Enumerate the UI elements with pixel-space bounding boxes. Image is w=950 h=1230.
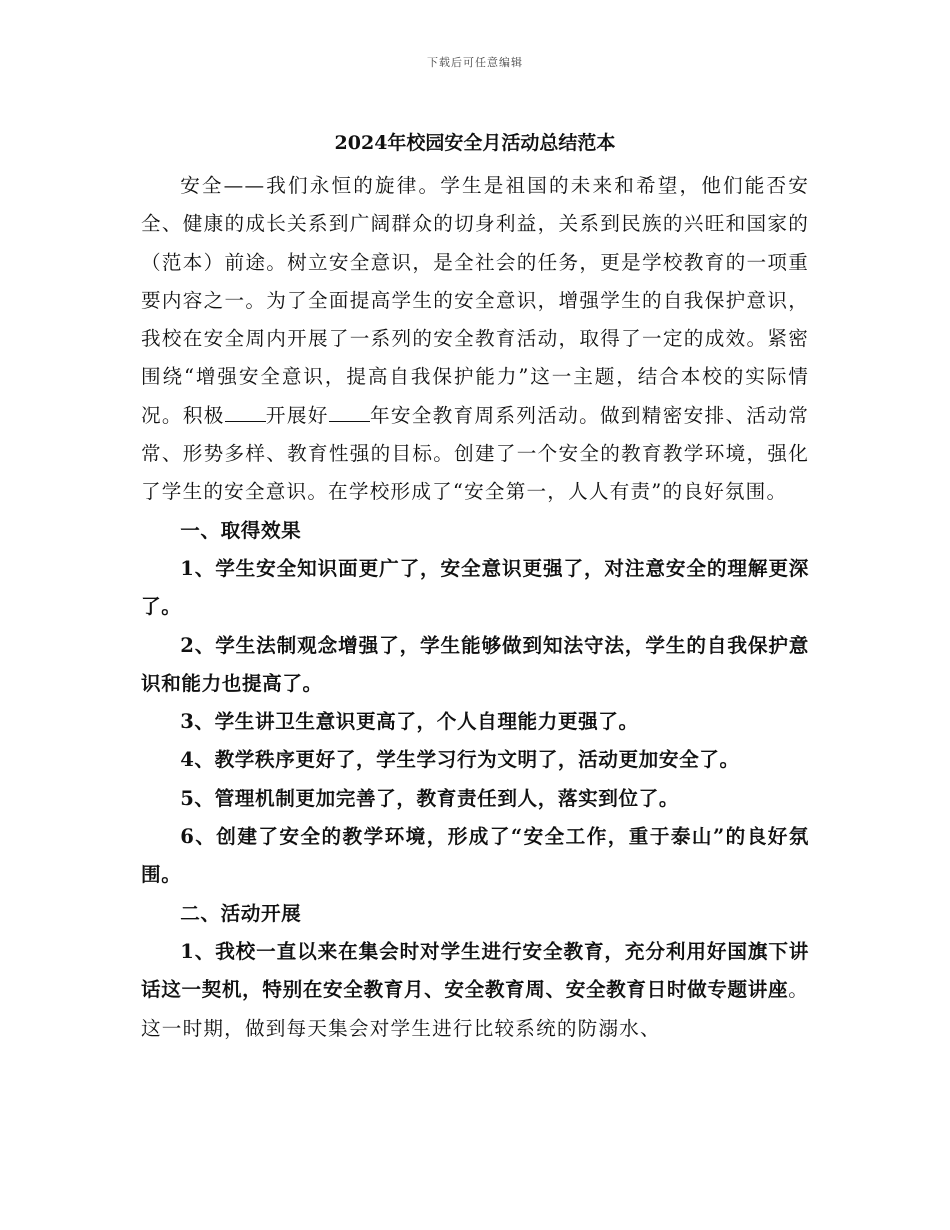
result-item-6: 6、创建了安全的教学环境，形成了“安全工作，重于泰山”的良好氛围。 (141, 825, 809, 887)
document-body (141, 167, 809, 1048)
fill-blank (225, 403, 266, 422)
activity-item-1 (141, 933, 809, 1048)
fill-blank (329, 403, 370, 422)
intro-text-3: 年安全教育周系列活动。做到精密安排、活动常常、形势多样、教育性强的目标。创建了一个安全的教育教学环境，强化了学生的安全意识。在学校形成了“安全第一，人人有责”的良好氛围。 (141, 403, 809, 504)
section-heading-results: 一、取得效果 (180, 518, 302, 542)
document-title: 2024年校园安全月活动总结范本 (334, 132, 616, 154)
result-item-5: 5、管理机制更加完善了，教育责任到人，落实到位了。 (180, 786, 680, 810)
activity-item-1-plain: 。这一时期，做到每天集会对学生进行比较系统的防溺水、 (141, 978, 809, 1040)
header-note: 下载后可任意编辑 (427, 56, 523, 69)
result-item-4: 4、教学秩序更好了，学生学习行为文明了，活动更加安全了。 (180, 748, 740, 772)
result-item-3: 3、学生讲卫生意识更高了，个人自理能力更强了。 (180, 710, 639, 734)
result-item-2: 2、学生法制观念增强了，学生能够做到知法守法，学生的自我保护意识和能力也提高了。 (141, 633, 809, 695)
result-item-1: 1、学生安全知识面更广了，安全意识更强了，对注意安全的理解更深了。 (141, 556, 809, 619)
intro-text-1: 安全——我们永恒的旋律。学生是祖国的未来和希望，他们能否安全、健康的成长关系到广阔群众的切身利益，关系到民族的兴旺和国家的（范本）前途。树立安全意识，是全社会的任务，更是学校教育的一项重要内容之一。为了全面提高学生的安全意识，增强学生的自我保护意识，我校在安全周内开展了一系列的安全教育活动，取得了一定的成效。紧密围绕“增强安全意识，提高自我保护能力”这一主题，结合本校的实际情况。积极 (141, 174, 809, 427)
section-heading-activities: 二、活动开展 (180, 901, 302, 925)
activity-item-1-bold: 1、我校一直以来在集会时对学生进行安全教育，充分利用好国旗下讲话这一契机，特别在安全教育月、安全教育周、安全教育日时做专题讲座 (141, 939, 809, 1002)
intro-text-2: 开展好 (265, 403, 329, 427)
intro-paragraph (141, 167, 809, 512)
